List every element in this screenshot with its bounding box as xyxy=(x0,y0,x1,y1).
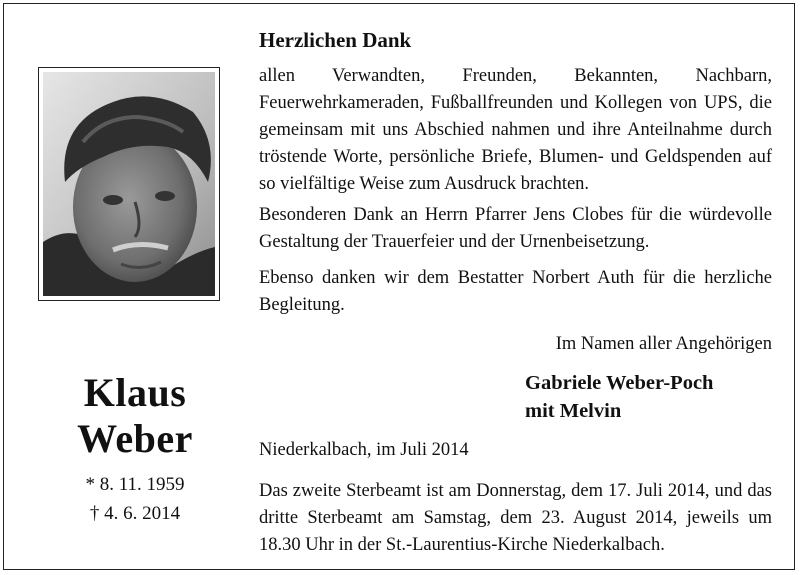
deceased-first-name: Klaus xyxy=(83,370,187,415)
portrait-photo xyxy=(38,67,220,301)
thanks-heading: Herzlichen Dank xyxy=(259,28,412,52)
place-date: Niederkalbach, im Juli 2014 xyxy=(259,440,469,460)
thanks-paragraph-1: allen Verwandten, Freunden, Bekannten, Nachbarn, Feuerwehrkameraden, Fußballfreunden und Kollegen von UPS, die gemeinsam mit uns Abschied nahmen und ihre Anteilnahme durch tröstende Worte, persönliche Briefe, Blumen- und Geldspenden auf so vielfältige Weise zum Ausdruck brachten. xyxy=(259,66,772,194)
portrait-image xyxy=(43,72,215,296)
signoff-line: Im Namen aller Angehörigen xyxy=(555,334,772,354)
signer-name: Gabriele Weber-Poch xyxy=(525,372,714,394)
thanks-paragraph-3: Ebenso danken wir dem Bestatter Norbert Auth für die herzliche Begleitung. xyxy=(259,268,772,315)
signer-companion: mit Melvin xyxy=(525,400,622,422)
mass-notice: Das zweite Sterbeamt ist am Donnerstag, dem 17. Juli 2014, und das dritte Sterbeamt am Samstag, dem 23. August 2014, jeweils um 18.30 Uhr in der St.-Laurentius-Kirche Niederkalbach. xyxy=(259,481,772,555)
birth-date: * 8. 11. 1959 xyxy=(85,474,185,495)
deceased-last-name: Weber xyxy=(77,416,193,461)
death-date: † 4. 6. 2014 xyxy=(89,503,181,524)
thanks-paragraph-2: Besonderen Dank an Herrn Pfarrer Jens Clobes für die würdevolle Gestaltung der Trauerfeier und der Urnenbeisetzung. xyxy=(259,205,772,252)
